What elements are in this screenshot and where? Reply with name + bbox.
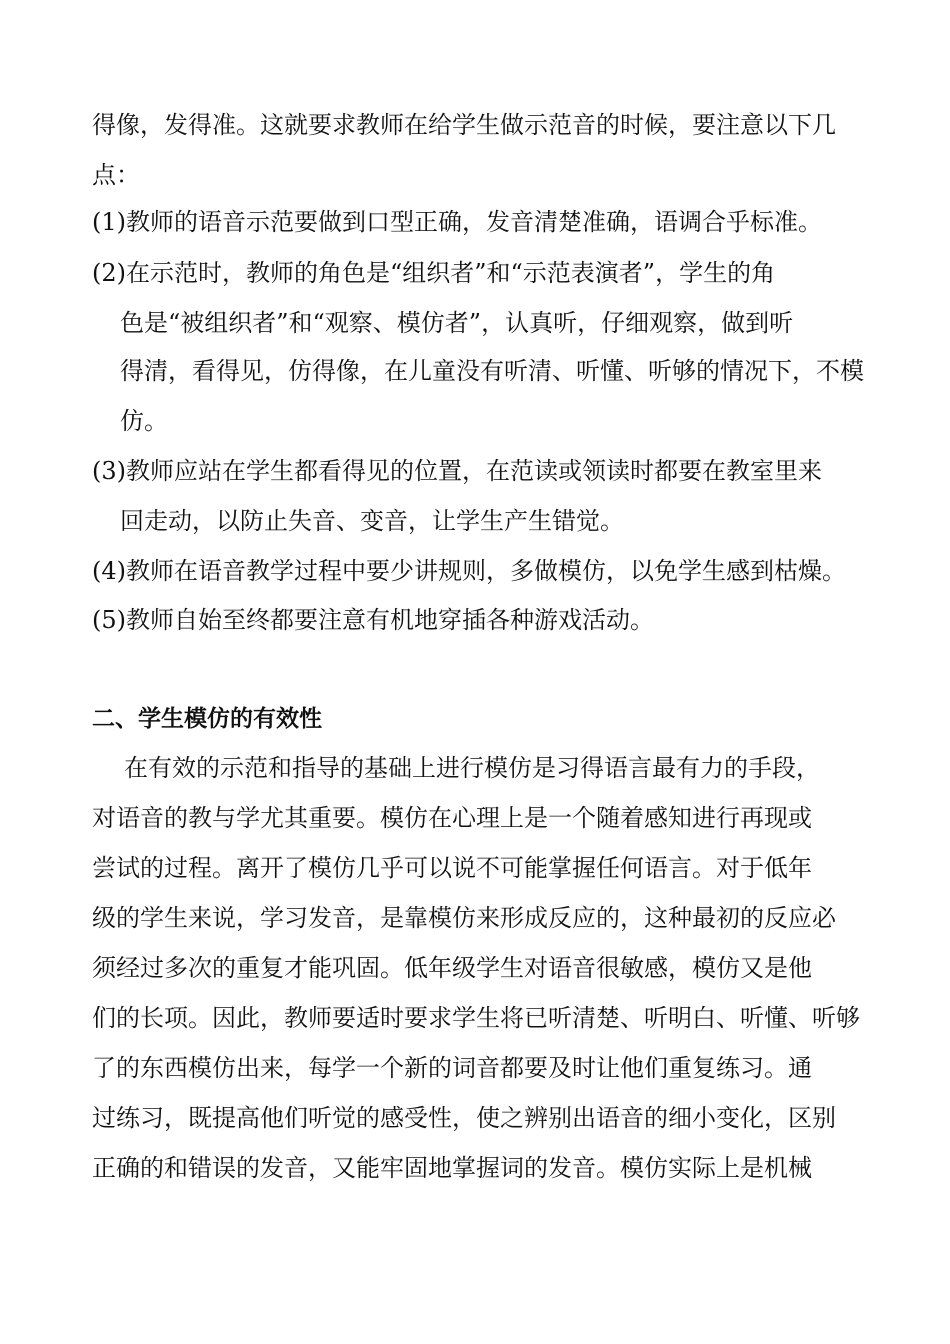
- paragraph-line: 尝试的过程。离开了模仿几乎可以说不可能掌握任何语言。对于低年: [92, 854, 812, 882]
- list-item-2-cont: 色是“被组织者”和“观察、模仿者”，认真听，仔细观察，做到听: [120, 309, 794, 337]
- list-item-5: (5)教师自始至终都要注意有机地穿插各种游戏活动。: [92, 606, 654, 634]
- paragraph-line: 过练习，既提高他们听觉的感受性，使之辨别出语音的细小变化，区别: [92, 1104, 836, 1132]
- paragraph-line: 须经过多次的重复才能巩固。低年级学生对语音很敏感，模仿又是他: [92, 954, 812, 982]
- list-item-4: (4)教师在语音教学过程中要少讲规则，多做模仿，以免学生感到枯燥。: [92, 557, 846, 585]
- section-heading: 二、学生模仿的有效性: [92, 706, 322, 732]
- paragraph-line: 级的学生来说，学习发音，是靠模仿来形成反应的，这种最初的反应必: [92, 904, 836, 932]
- paragraph-line: 在有效的示范和指导的基础上进行模仿是习得语言最有力的手段，: [124, 754, 820, 782]
- paragraph-line: 们的长项。因此，教师要适时要求学生将已听清楚、听明白、听懂、听够: [92, 1004, 860, 1032]
- list-item-1: (1)教师的语音示范要做到口型正确，发音清楚准确，语调合乎标准。: [92, 208, 822, 236]
- list-item-3: (3)教师应站在学生都看得见的位置，在范读或领读时都要在教室里来: [92, 457, 822, 485]
- intro-line: 点：: [92, 161, 140, 189]
- paragraph-line: 对语音的教与学尤其重要。模仿在心理上是一个随着感知进行再现或: [92, 804, 812, 832]
- paragraph-line: 正确的和错误的发音，又能牢固地掌握词的发音。模仿实际上是机械: [92, 1154, 812, 1182]
- paragraph-line: 了的东西模仿出来，每学一个新的词音都要及时让他们重复练习。通: [92, 1054, 812, 1082]
- intro-line: 得像，发得准。这就要求教师在给学生做示范音的时候，要注意以下几: [92, 111, 836, 139]
- list-item-2: (2)在示范时，教师的角色是“组织者”和“示范表演者”，学生的角: [92, 259, 776, 287]
- list-item-2-cont: 得清，看得见，仿得像，在儿童没有听清、听懂、听够的情况下，不模: [120, 357, 864, 385]
- list-item-3-cont: 回走动，以防止失音、变音，让学生产生错觉。: [120, 507, 624, 535]
- list-item-2-cont: 仿。: [120, 407, 168, 435]
